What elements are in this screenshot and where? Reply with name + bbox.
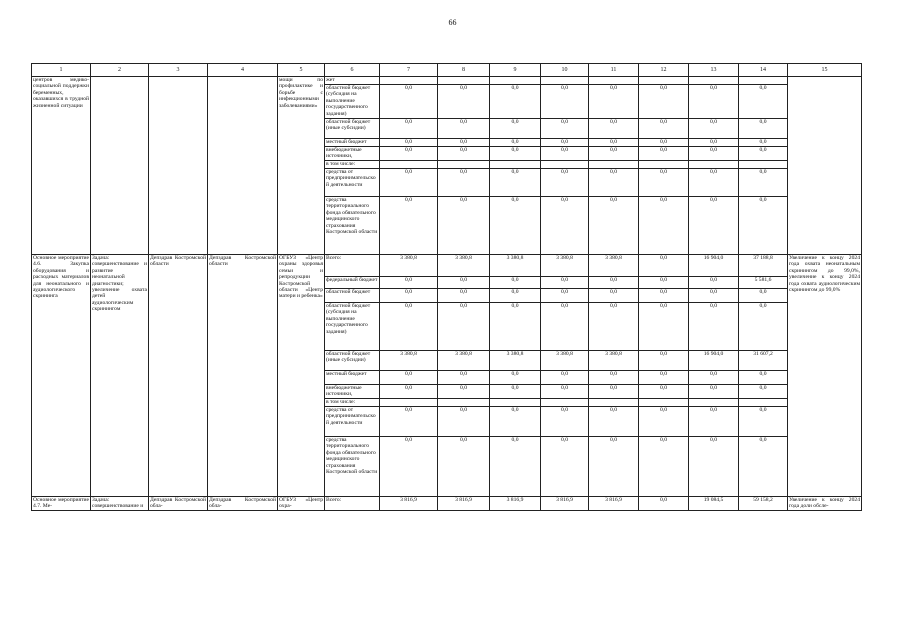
value-cell: 0,0 bbox=[490, 289, 541, 303]
value-cell: 0,0 bbox=[380, 139, 438, 147]
cell-col3 bbox=[149, 77, 208, 255]
value-cell: 3 816,9 bbox=[589, 497, 639, 511]
cell-col5: ОГБУЗ «Центр охра- bbox=[279, 497, 323, 510]
value-cell: 0,0 bbox=[739, 385, 788, 399]
value-cell: 0,0 bbox=[541, 277, 589, 289]
value-cell: 0,0 bbox=[739, 371, 788, 385]
header-row bbox=[32, 64, 862, 77]
cell-col3: Депздрав Костромской области bbox=[149, 255, 208, 497]
value-cell: 0,0 bbox=[689, 139, 739, 147]
value-cell: 0,0 bbox=[689, 147, 739, 161]
value-cell: 0,0 bbox=[689, 437, 739, 497]
value-cell: 19 084,5 bbox=[689, 497, 739, 511]
value-cell: 3 380,8 bbox=[490, 255, 541, 277]
value-cell: 0,0 bbox=[490, 437, 541, 497]
funding-source-label: средства территориального фонда обязательного медицинского страхования Костромской области bbox=[325, 197, 380, 255]
value-cell: 0,0 bbox=[541, 437, 589, 497]
value-cell: 0,0 bbox=[490, 147, 541, 161]
funding-source-label: средства от предпринимательской деятельности bbox=[325, 407, 380, 437]
value-cell bbox=[380, 161, 438, 169]
value-cell: 0,0 bbox=[689, 85, 739, 119]
value-cell: 0,0 bbox=[739, 437, 788, 497]
value-cell: 0,0 bbox=[438, 169, 490, 197]
value-cell: 0,0 bbox=[589, 289, 639, 303]
value-cell: 3 380,8 bbox=[541, 351, 589, 371]
funding-source-label: областной бюджет (иные субсидии) bbox=[325, 119, 380, 139]
value-cell: 0,0 bbox=[438, 197, 490, 255]
budget-table bbox=[31, 63, 862, 511]
value-cell: 0,0 bbox=[689, 289, 739, 303]
header-cell: 8 bbox=[438, 64, 490, 77]
value-cell: 16 904,0 bbox=[689, 351, 739, 371]
value-cell bbox=[689, 399, 739, 407]
value-cell: 3 380,8 bbox=[490, 351, 541, 371]
funding-source-label: Всего: bbox=[325, 497, 380, 511]
value-cell: 3 816,9 bbox=[380, 497, 438, 511]
value-cell bbox=[490, 77, 541, 85]
value-cell: 0,0 bbox=[689, 277, 739, 289]
value-cell bbox=[739, 399, 788, 407]
header-cell: 15 bbox=[788, 64, 862, 77]
value-cell: 0,0 bbox=[541, 119, 589, 139]
header-cell: 11 bbox=[589, 64, 639, 77]
value-cell: 0,0 bbox=[639, 303, 689, 351]
cell-col2 bbox=[91, 77, 149, 255]
value-cell: 3 816,9 bbox=[490, 497, 541, 511]
funding-source-label: местный бюджет bbox=[325, 371, 380, 385]
value-cell: 0,0 bbox=[689, 303, 739, 351]
value-cell: 0,0 bbox=[541, 85, 589, 119]
value-cell: 0,0 bbox=[380, 385, 438, 399]
header-cell: 7 bbox=[380, 64, 438, 77]
value-cell: 0,0 bbox=[490, 407, 541, 437]
value-cell: 3 380,8 bbox=[589, 255, 639, 277]
value-cell: 0,0 bbox=[438, 85, 490, 119]
value-cell bbox=[438, 77, 490, 85]
value-cell: 0,0 bbox=[689, 385, 739, 399]
value-cell: 0,0 bbox=[739, 119, 788, 139]
value-cell: 0,0 bbox=[490, 385, 541, 399]
value-cell: 0,0 bbox=[438, 371, 490, 385]
value-cell bbox=[639, 161, 689, 169]
value-cell: 0,0 bbox=[380, 407, 438, 437]
header-cell: 10 bbox=[541, 64, 589, 77]
value-cell: 31 607,2 bbox=[739, 351, 788, 371]
value-cell: 0,0 bbox=[380, 119, 438, 139]
value-cell: 0,0 bbox=[589, 371, 639, 385]
value-cell: 0,0 bbox=[589, 277, 639, 289]
value-cell: 0,0 bbox=[490, 139, 541, 147]
value-cell bbox=[739, 77, 788, 85]
value-cell: 0,0 bbox=[739, 139, 788, 147]
value-cell bbox=[438, 399, 490, 407]
value-cell bbox=[589, 161, 639, 169]
header-cell: 14 bbox=[739, 64, 788, 77]
value-cell: 0,0 bbox=[639, 385, 689, 399]
value-cell: 0,0 bbox=[639, 437, 689, 497]
header-cell: 12 bbox=[639, 64, 689, 77]
value-cell: 0,0 bbox=[438, 277, 490, 289]
header-cell: 3 bbox=[149, 64, 208, 77]
value-cell: 0,0 bbox=[541, 197, 589, 255]
cell-col4: Депздрав Костромской обла- bbox=[209, 497, 276, 510]
value-cell: 0,0 bbox=[380, 437, 438, 497]
value-cell bbox=[438, 161, 490, 169]
value-cell: 0,0 bbox=[380, 289, 438, 303]
expected-result-cell: Увеличение к концу 2024 года доли обсле- bbox=[789, 497, 860, 510]
header-cell: 1 bbox=[32, 64, 91, 77]
value-cell bbox=[490, 399, 541, 407]
value-cell bbox=[589, 77, 639, 85]
value-cell: 3 816,9 bbox=[438, 497, 490, 511]
value-cell: 0,0 bbox=[639, 169, 689, 197]
value-cell: 3 380,8 bbox=[380, 351, 438, 371]
value-cell: 0,0 bbox=[689, 407, 739, 437]
value-cell: 37 188,8 bbox=[739, 255, 788, 277]
header-cell: 6 bbox=[325, 64, 380, 77]
value-cell: 0,0 bbox=[689, 169, 739, 197]
value-cell: 0,0 bbox=[438, 385, 490, 399]
value-cell bbox=[380, 77, 438, 85]
cell-col1: Основное мероприятие 4.7. Ме- bbox=[33, 497, 89, 510]
value-cell: 0,0 bbox=[438, 289, 490, 303]
expected-result-cell: Увеличение к концу 2024 года охвата неонатальным скринингом до 99,0%, увеличение к концу 2024 года охвата аудиологическим скринингом до 99,0% bbox=[788, 255, 862, 497]
value-cell: 0,0 bbox=[739, 407, 788, 437]
value-cell: 0,0 bbox=[490, 303, 541, 351]
value-cell: 0,0 bbox=[639, 139, 689, 147]
value-cell bbox=[689, 77, 739, 85]
funding-source-label: внебюджетные источники, bbox=[325, 385, 380, 399]
value-cell: 0,0 bbox=[589, 407, 639, 437]
value-cell bbox=[739, 161, 788, 169]
table-row bbox=[32, 77, 862, 85]
value-cell: 0,0 bbox=[639, 255, 689, 277]
value-cell: 0,0 bbox=[639, 371, 689, 385]
value-cell: 0,0 bbox=[639, 85, 689, 119]
value-cell: 0,0 bbox=[589, 147, 639, 161]
value-cell: 0,0 bbox=[639, 197, 689, 255]
value-cell: 3 380,8 bbox=[438, 255, 490, 277]
header-cell: 4 bbox=[208, 64, 278, 77]
value-cell: 0,0 bbox=[380, 169, 438, 197]
value-cell: 0,0 bbox=[639, 277, 689, 289]
value-cell: 0,0 bbox=[438, 303, 490, 351]
value-cell: 0,0 bbox=[739, 147, 788, 161]
value-cell: 0,0 bbox=[589, 385, 639, 399]
value-cell: 0,0 bbox=[639, 289, 689, 303]
cell-col5: мощи по профилактике и борьбе с инфекционными заболеваниями» bbox=[278, 77, 325, 255]
value-cell: 0,0 bbox=[589, 303, 639, 351]
value-cell: 0,0 bbox=[689, 119, 739, 139]
value-cell: 0,0 bbox=[689, 197, 739, 255]
value-cell: 3 380,8 bbox=[589, 351, 639, 371]
value-cell: 5 581,6 bbox=[739, 277, 788, 289]
funding-source-label: средства территориального фонда обязательного медицинского страхования Костромской области bbox=[325, 437, 380, 497]
funding-source-label: жет bbox=[325, 77, 380, 85]
value-cell: 0,0 bbox=[541, 371, 589, 385]
header-cell: 5 bbox=[278, 64, 325, 77]
value-cell: 0,0 bbox=[438, 407, 490, 437]
value-cell: 0,0 bbox=[689, 371, 739, 385]
cell-col2: Задача: совершенствование и bbox=[91, 497, 149, 511]
value-cell bbox=[541, 399, 589, 407]
value-cell: 0,0 bbox=[639, 119, 689, 139]
value-cell bbox=[541, 161, 589, 169]
funding-source-label: внебюджетные источники, bbox=[325, 147, 380, 161]
value-cell: 0,0 bbox=[438, 139, 490, 147]
value-cell: 0,0 bbox=[589, 119, 639, 139]
value-cell: 3 816,9 bbox=[541, 497, 589, 511]
value-cell: 0,0 bbox=[541, 303, 589, 351]
value-cell bbox=[589, 399, 639, 407]
value-cell: 0,0 bbox=[739, 303, 788, 351]
value-cell: 3 380,8 bbox=[438, 351, 490, 371]
value-cell: 0,0 bbox=[490, 197, 541, 255]
value-cell: 0,0 bbox=[541, 147, 589, 161]
cell-col4: Депздрав Костромской области bbox=[208, 255, 278, 497]
funding-source-label: Всего: bbox=[325, 255, 380, 277]
value-cell: 0,0 bbox=[739, 289, 788, 303]
value-cell: 0,0 bbox=[380, 197, 438, 255]
value-cell: 0,0 bbox=[639, 407, 689, 437]
value-cell: 0,0 bbox=[380, 277, 438, 289]
table-row bbox=[32, 255, 862, 277]
expected-result-cell bbox=[788, 77, 862, 255]
value-cell: 0,0 bbox=[739, 197, 788, 255]
value-cell: 0,0 bbox=[739, 169, 788, 197]
page-number: 66 bbox=[448, 18, 457, 27]
cell-col1: центров медико-социальной поддержки беременных, оказавшихся в трудной жизненной ситуации bbox=[32, 77, 91, 255]
value-cell bbox=[639, 77, 689, 85]
value-cell: 0,0 bbox=[541, 385, 589, 399]
funding-source-label: областной бюджет bbox=[325, 289, 380, 303]
funding-source-label: в том числе: bbox=[325, 161, 380, 169]
value-cell bbox=[490, 161, 541, 169]
value-cell: 3 380,8 bbox=[541, 255, 589, 277]
value-cell: 0,0 bbox=[438, 437, 490, 497]
value-cell bbox=[639, 399, 689, 407]
value-cell: 0,0 bbox=[380, 303, 438, 351]
value-cell: 0,0 bbox=[490, 169, 541, 197]
funding-source-label: местный бюджет bbox=[325, 139, 380, 147]
cell-col1: Основное мероприятие 4.6. Закупка оборудования и расходных материалов для неонатального и аудиологического скрининга bbox=[32, 255, 91, 497]
value-cell: 0,0 bbox=[541, 139, 589, 147]
value-cell: 0,0 bbox=[541, 407, 589, 437]
value-cell: 3 380,8 bbox=[380, 255, 438, 277]
header-cell: 2 bbox=[91, 64, 149, 77]
value-cell: 0,0 bbox=[490, 371, 541, 385]
value-cell: 16 904,0 bbox=[689, 255, 739, 277]
cell-col3: Депздрав Костромской обла- bbox=[150, 497, 206, 510]
value-cell: 0,0 bbox=[589, 139, 639, 147]
value-cell: 0,0 bbox=[380, 371, 438, 385]
value-cell: 0,0 bbox=[589, 85, 639, 119]
value-cell: 0,0 bbox=[438, 147, 490, 161]
value-cell bbox=[689, 161, 739, 169]
value-cell: 0,0 bbox=[490, 85, 541, 119]
value-cell: 59 158,2 bbox=[739, 497, 788, 511]
funding-source-label: средства от предпринимательской деятельности bbox=[325, 169, 380, 197]
funding-source-label: областной бюджет (субсидия на выполнение государственного задания) bbox=[325, 85, 380, 119]
value-cell: 0,0 bbox=[541, 289, 589, 303]
funding-source-label: областной бюджет (субсидия на выполнение государственного задания) bbox=[325, 303, 380, 351]
value-cell: 0,0 bbox=[380, 147, 438, 161]
funding-source-label: федеральный бюджет bbox=[325, 277, 380, 289]
cell-col5: ОГБУЗ «Центр охраны здоровья семьи и репродукции Костромской области «Центр матери и ребенка» bbox=[278, 255, 325, 497]
value-cell bbox=[541, 77, 589, 85]
cell-col2: Задача: совершенствование и развитие неонатальной диагностики; увеличение охвата детей аудиологическим скринингом bbox=[91, 255, 149, 497]
value-cell: 0,0 bbox=[490, 119, 541, 139]
value-cell: 0,0 bbox=[639, 351, 689, 371]
value-cell: 0,0 bbox=[639, 497, 689, 511]
value-cell: 0,0 bbox=[639, 147, 689, 161]
table-body bbox=[32, 64, 862, 511]
value-cell bbox=[380, 399, 438, 407]
value-cell: 0,0 bbox=[438, 119, 490, 139]
header-cell: 9 bbox=[490, 64, 541, 77]
cell-col4 bbox=[208, 77, 278, 255]
value-cell: 0,0 bbox=[739, 85, 788, 119]
value-cell: 0,0 bbox=[589, 437, 639, 497]
table-row bbox=[32, 497, 862, 511]
funding-source-label: в том числе: bbox=[325, 399, 380, 407]
funding-source-label: областной бюджет (иные субсидии) bbox=[325, 351, 380, 371]
header-cell: 13 bbox=[689, 64, 739, 77]
value-cell: 0,0 bbox=[490, 277, 541, 289]
value-cell: 0,0 bbox=[541, 169, 589, 197]
value-cell: 0,0 bbox=[589, 197, 639, 255]
value-cell: 0,0 bbox=[589, 169, 639, 197]
value-cell: 0,0 bbox=[380, 85, 438, 119]
